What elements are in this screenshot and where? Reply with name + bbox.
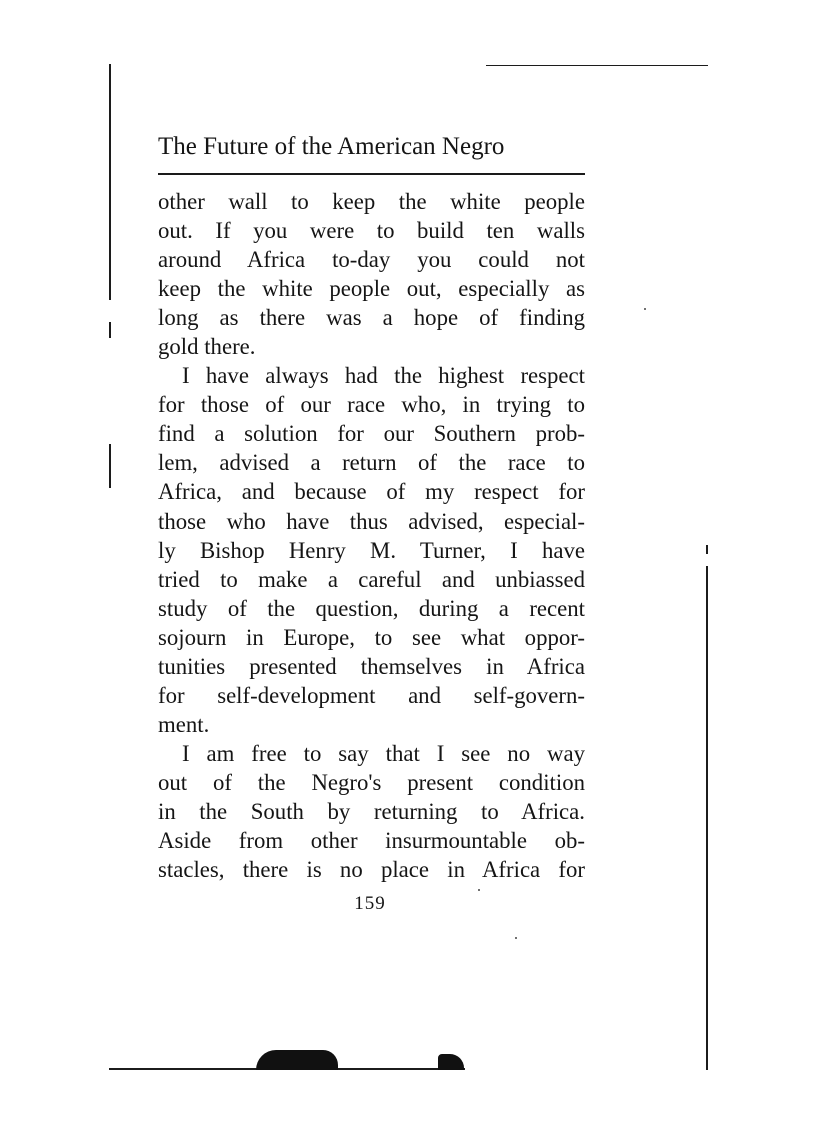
text-line: for those of our race who, in trying to	[158, 392, 585, 418]
text-line: keep the white people out, especially as	[158, 276, 585, 302]
text-line: I have always had the highest respect	[182, 363, 585, 389]
text-line: tried to make a careful and unbiassed	[158, 566, 585, 592]
text-line: stacles, there is no place in Africa for	[158, 857, 585, 883]
text-line: long as there was a hope of finding	[158, 305, 585, 331]
scan-left-edge-top	[109, 64, 111, 300]
text-line: in the South by returning to Africa.	[158, 798, 585, 824]
page-number: 159	[354, 893, 386, 914]
scan-speck	[515, 937, 517, 939]
text-line: for self-development and self-govern-	[158, 682, 585, 708]
body-text	[158, 187, 585, 884]
scan-blot-left	[256, 1050, 338, 1070]
header-rule	[158, 173, 585, 175]
scan-speck	[644, 308, 646, 310]
scan-left-edge-mid	[109, 444, 111, 488]
scan-top-right-rule	[486, 65, 708, 66]
scan-right-edge-tick	[706, 545, 708, 554]
text-line: around Africa to-day you could not	[158, 247, 585, 273]
text-line: other wall to keep the white people	[158, 189, 585, 214]
text-line: Aside from other insurmountable ob-	[158, 828, 585, 854]
text-line: study of the question, during a recent	[158, 595, 585, 621]
text-line: I am free to say that I see no way	[182, 740, 585, 766]
text-line: gold there.	[158, 334, 256, 360]
text-line: find a solution for our Southern prob-	[158, 421, 585, 447]
text-line: lem, advised a return of the race to	[158, 450, 585, 476]
text-line: those who have thus advised, especial-	[158, 508, 585, 534]
text-line: ly Bishop Henry M. Turner, I have	[158, 537, 585, 563]
text-line: ment.	[158, 711, 210, 737]
text-line: sojourn in Europe, to see what oppor-	[158, 624, 585, 650]
scan-left-edge-tick	[109, 322, 111, 338]
running-head: The Future of the American Negro	[158, 133, 505, 160]
scan-speck	[478, 889, 480, 891]
text-line: Africa, and because of my respect for	[158, 479, 585, 505]
scan-right-edge	[706, 566, 708, 1070]
text-line: out. If you were to build ten walls	[158, 218, 585, 244]
text-line: out of the Negro's present condition	[158, 769, 585, 795]
scan-blot-right	[438, 1054, 464, 1070]
text-line: tunities presented themselves in Africa	[158, 653, 585, 679]
